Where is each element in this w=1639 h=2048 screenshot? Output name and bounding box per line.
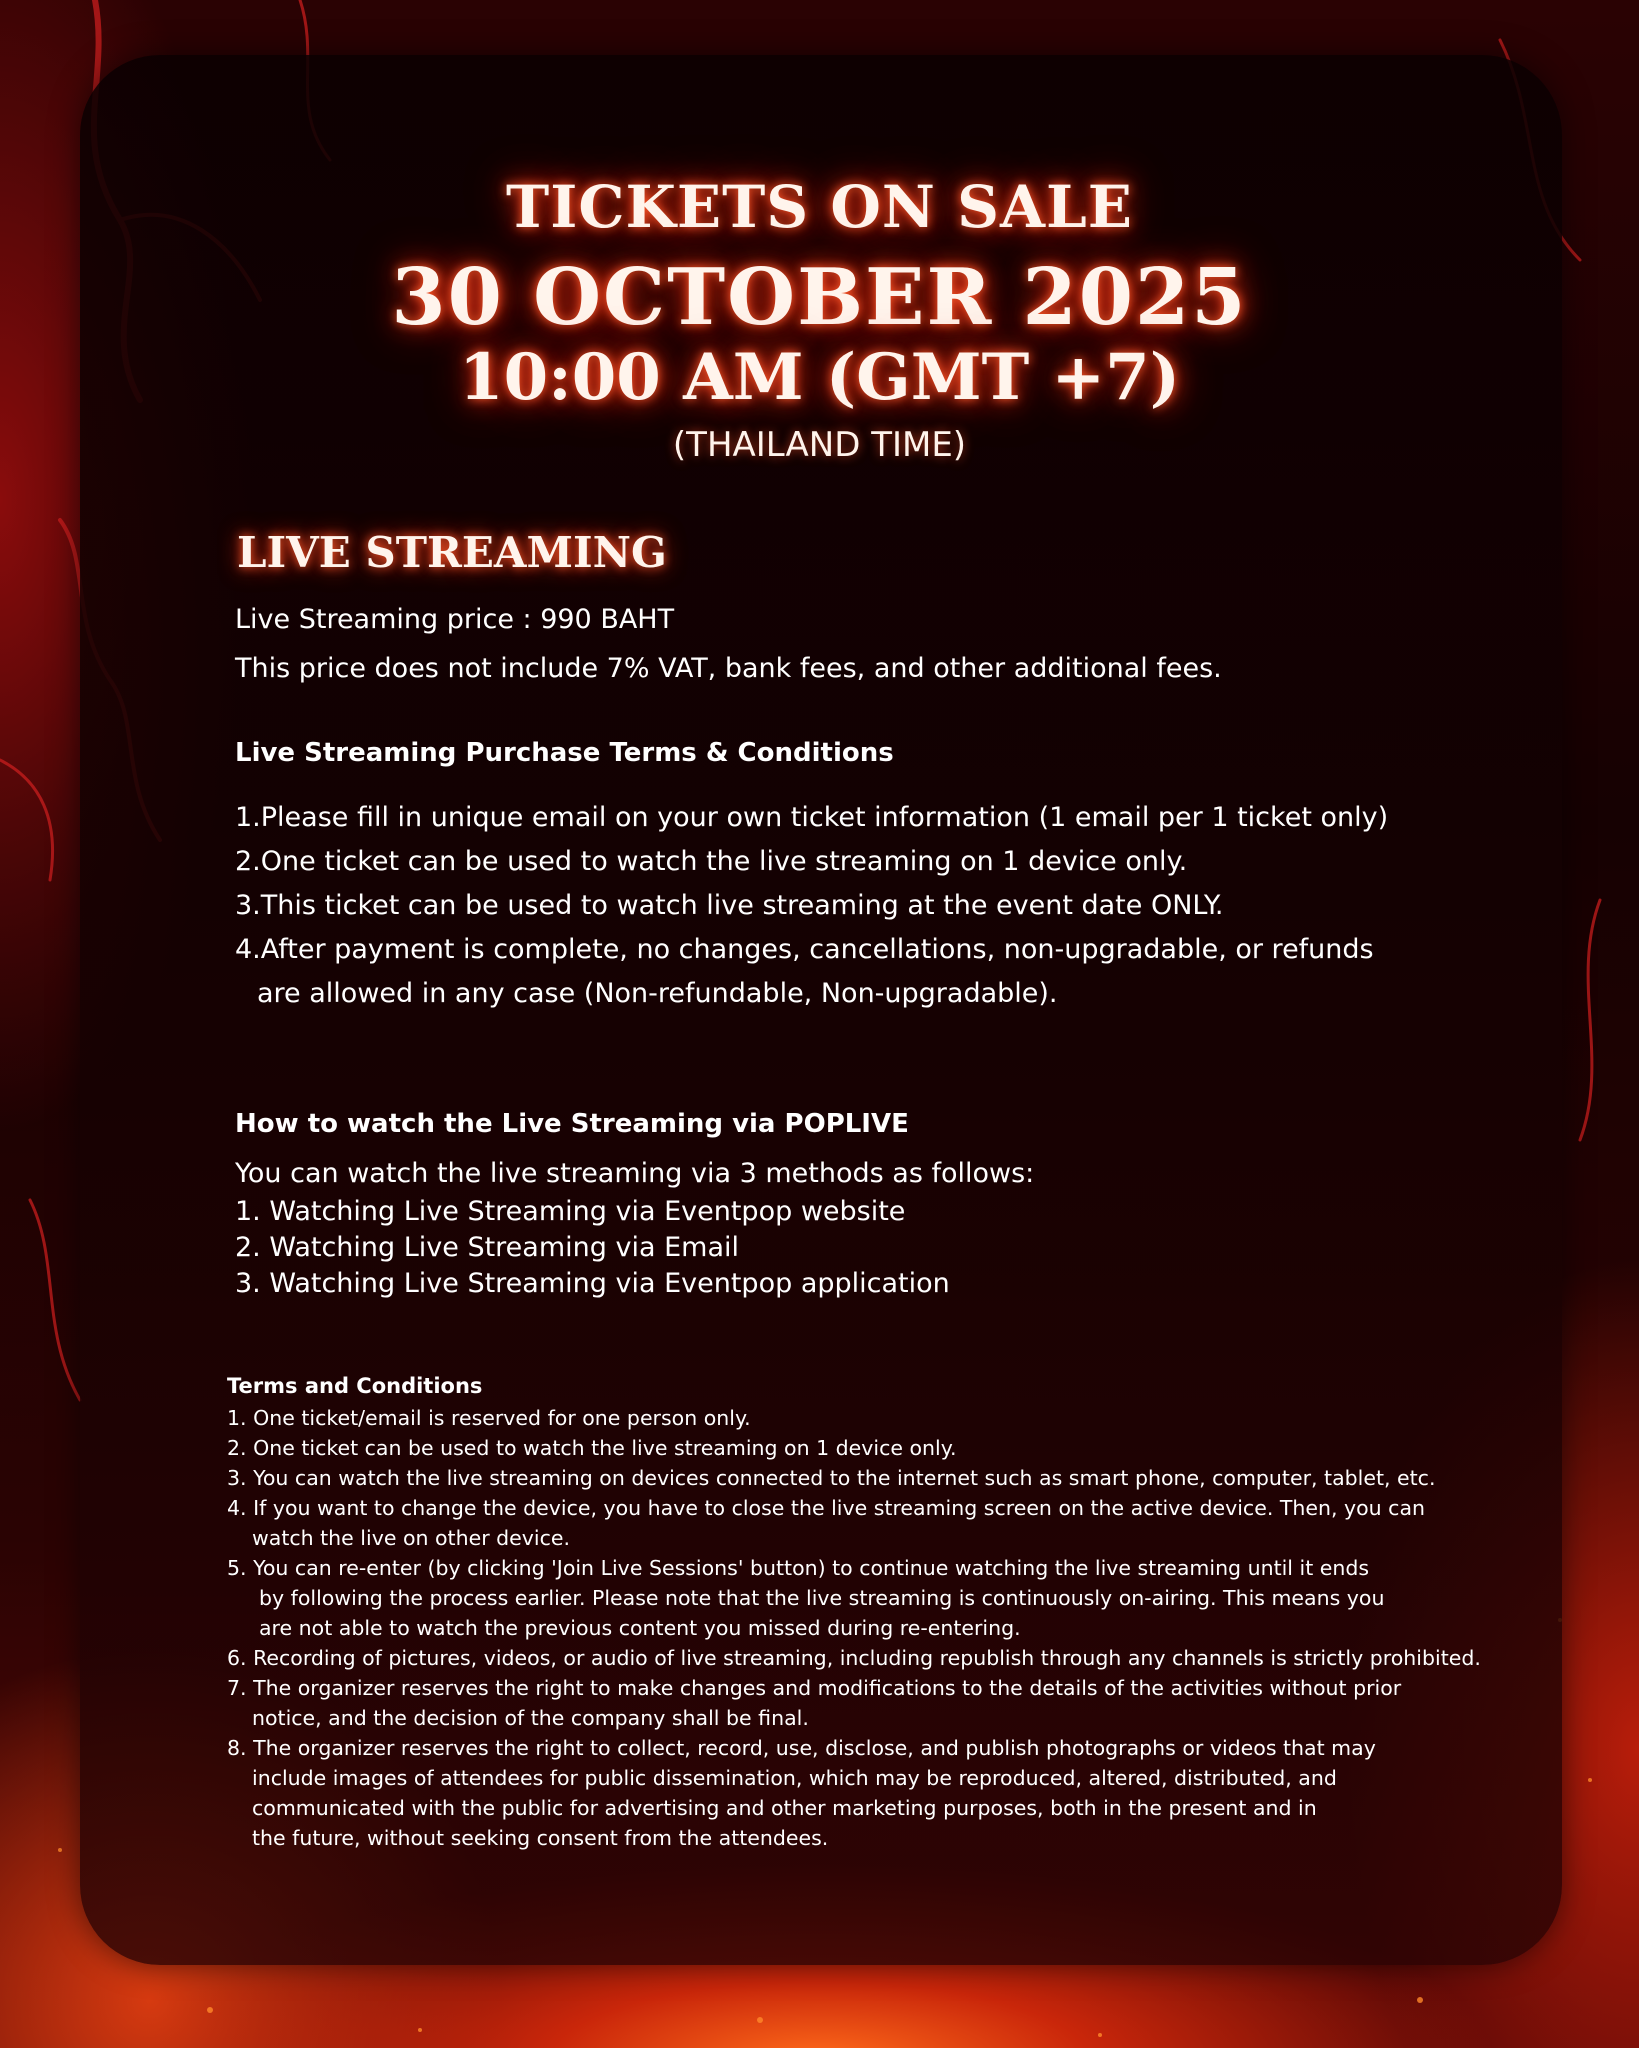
list-item: 4.After payment is complete, no changes, cancellations, non-upgradable, or refunds [235,934,1374,965]
sale-time: 10:00 AM (GMT +7) [459,340,1180,415]
live-streaming-heading: LIVE STREAMING [237,528,667,577]
watch-methods-list [235,1194,950,1302]
purchase-terms-list [235,796,1388,1016]
list-item: 1. Watching Live Streaming via Eventpop website [235,1196,906,1227]
list-item: 8. The organizer reserves the right to collect, record, use, disclose, and publish photographs or videos that may [227,1736,1376,1760]
list-item: by following the process earlier. Please note that the live streaming is continuously on-airing. This means you [259,1586,1385,1610]
list-item: include images of attendees for public dissemination, which may be reproduced, altered, distributed, and [252,1766,1337,1790]
how-to-watch-intro: You can watch the live streaming via 3 methods as follows: [235,1158,1035,1189]
purchase-terms-heading: Live Streaming Purchase Terms & Conditions [235,738,894,768]
list-item: 6. Recording of pictures, videos, or audio of live streaming, including republish through any channels is strictly prohibited. [227,1646,1481,1670]
list-item: 1.Please fill in unique email on your own ticket information (1 email per 1 ticket only) [235,802,1389,833]
list-item: 3. Watching Live Streaming via Eventpop application [235,1268,950,1299]
list-item: are not able to watch the previous content you missed during re-entering. [259,1616,1021,1640]
timezone-note: (THAILAND TIME) [672,425,967,465]
list-item: 3.This ticket can be used to watch live streaming at the event date ONLY. [235,890,1224,921]
tickets-on-sale-heading: TICKETS ON SALE [506,173,1133,241]
list-item: the future, without seeking consent from the attendees. [252,1826,829,1850]
list-item: are allowed in any case (Non-refundable, Non-upgradable). [257,978,1058,1009]
list-item: 2. Watching Live Streaming via Email [235,1232,739,1263]
price-note: This price does not include 7% VAT, bank fees, and other additional fees. [235,653,1222,684]
how-to-watch-heading: How to watch the Live Streaming via POPLIVE [235,1109,909,1139]
list-item: 5. You can re-enter (by clicking 'Join Live Sessions' button) to continue watching the live streaming until it ends [227,1556,1370,1580]
terms-heading: Terms and Conditions [227,1374,483,1398]
list-item: notice, and the decision of the company shall be final. [252,1706,809,1730]
list-item: 3. You can watch the live streaming on devices connected to the internet such as smart phone, computer, tablet, etc. [227,1466,1436,1490]
live-streaming-price: Live Streaming price : 990 BAHT [235,604,675,635]
list-item: 4. If you want to change the device, you have to close the live streaming screen on the active device. Then, you can [227,1496,1426,1520]
list-item: 1. One ticket/email is reserved for one person only. [227,1406,751,1430]
list-item: watch the live on other device. [252,1526,570,1550]
list-item: 2. One ticket can be used to watch the live streaming on 1 device only. [227,1436,957,1460]
terms-list [227,1403,1481,1853]
list-item: communicated with the public for advertising and other marketing purposes, both in the present and in [252,1796,1317,1820]
sale-date: 30 OCTOBER 2025 [391,252,1248,343]
list-item: 2.One ticket can be used to watch the live streaming on 1 device only. [235,846,1188,877]
list-item: 7. The organizer reserves the right to make changes and modifications to the details of the activities without prior [227,1676,1402,1700]
